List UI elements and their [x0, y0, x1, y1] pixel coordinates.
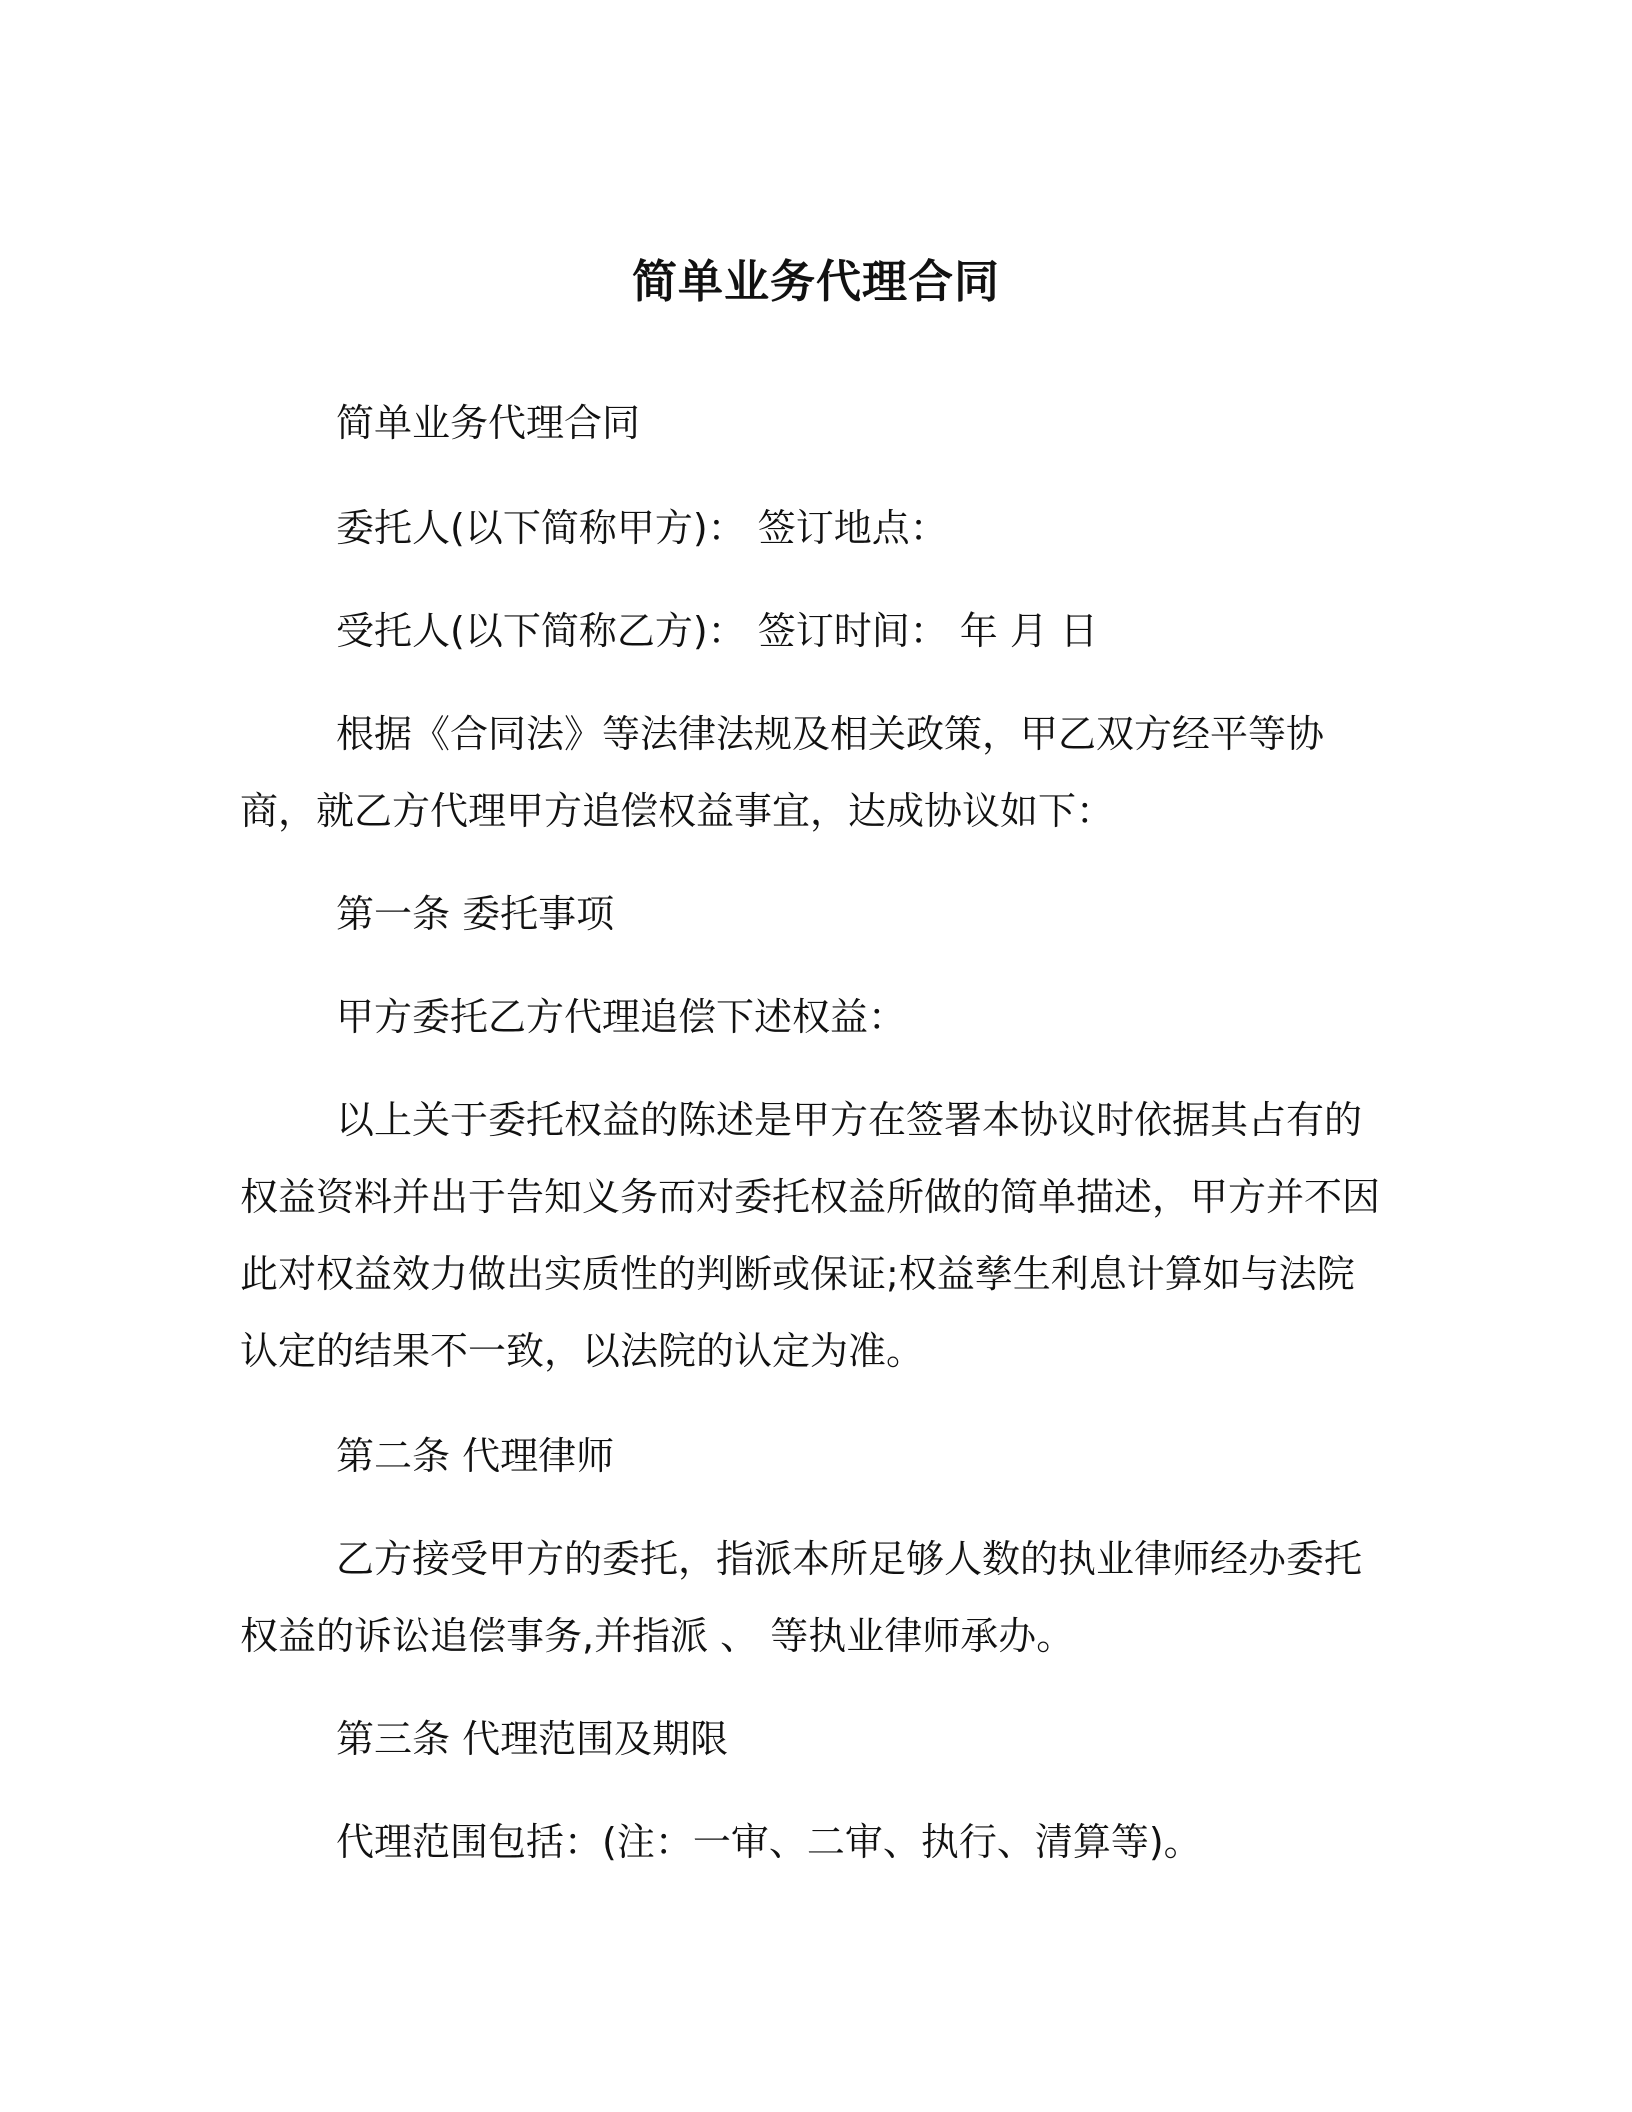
article-2-heading: 第二条 代理律师 [336, 1434, 615, 1478]
article-3-scope: 代理范围包括：(注：一审、二审、执行、清算等)。 [336, 1820, 1202, 1864]
subtitle-line: 简单业务代理合同 [336, 401, 641, 445]
principal-line: 委托人(以下简称甲方)： 签订地点： [336, 506, 948, 550]
article-1-intro: 甲方委托乙方代理追偿下述权益： [336, 995, 907, 1039]
preamble-paragraph: 根据《合同法》等法律法规及相关政策，甲乙双方经平等协商，就乙方代理甲方追偿权益事宜，达成协议如下： [240, 712, 1325, 833]
article-2-body: 乙方接受甲方的委托，指派本所足够人数的执业律师经办委托权益的诉讼追偿事务,并指派 、 等执业律师承办。 [240, 1537, 1363, 1658]
article-1-heading: 第一条 委托事项 [336, 892, 615, 936]
article-3-heading: 第三条 代理范围及期限 [336, 1717, 729, 1761]
agent-line: 受托人(以下简称乙方)： 签订时间： 年 月 日 [336, 609, 1098, 653]
document-title: 简单业务代理合同 [631, 255, 1000, 309]
article-1-statement: 以上关于委托权益的陈述是甲方在签署本协议时依据其占有的权益资料并出于告知义务而对委托权益所做的简单描述，甲方并不因此对权益效力做出实质性的判断或保证;权益孳生利息计算如与法院认定的结果不一致，以法院的认定为准。 [240, 1098, 1381, 1373]
